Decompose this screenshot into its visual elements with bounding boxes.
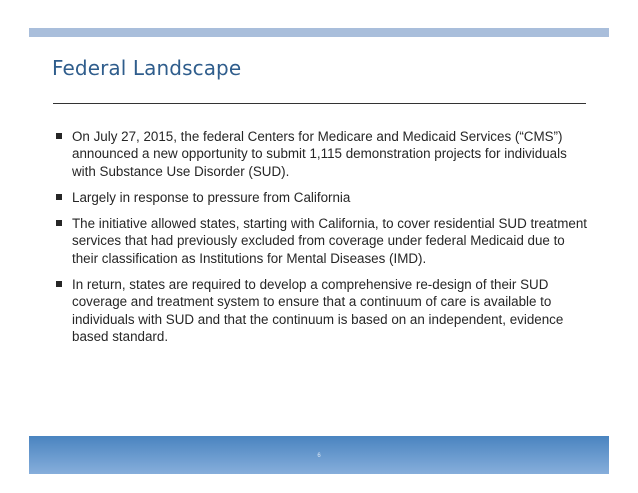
square-bullet-icon	[56, 220, 62, 226]
bullet-item	[52, 128, 588, 180]
footer-bar	[29, 436, 609, 474]
bullet-text: The initiative allowed states, starting with California, to cover residential SUD treatment services that had previously excluded from coverage under federal Medicaid due to their classification as Institutions for Mental Diseases (IMD).	[72, 216, 588, 266]
bullet-text: Largely in response to pressure from California	[72, 189, 351, 205]
bullet-item	[52, 189, 588, 206]
bullet-item	[52, 276, 588, 345]
page-number: 6	[317, 453, 321, 459]
header-decorative-bar	[29, 28, 609, 37]
bullet-item	[52, 215, 588, 267]
title-divider	[53, 103, 586, 104]
square-bullet-icon	[56, 133, 62, 139]
bullet-text: On July 27, 2015, the federal Centers for Medicare and Medicaid Services (“CMS”) announced a new opportunity to submit 1,115 demonstration projects for individuals with Substance Use Disorder (SUD).	[72, 129, 567, 179]
slide-title: Federal Landscape	[52, 56, 242, 80]
square-bullet-icon	[56, 281, 62, 287]
bullet-list	[52, 128, 588, 354]
bullet-text: In return, states are required to develop a comprehensive re-design of their SUD coverage and treatment system to ensure that a continuum of care is available to individuals with SUD and that the continuum is based on an independent, evidence based standard.	[72, 277, 564, 344]
square-bullet-icon	[56, 194, 62, 200]
